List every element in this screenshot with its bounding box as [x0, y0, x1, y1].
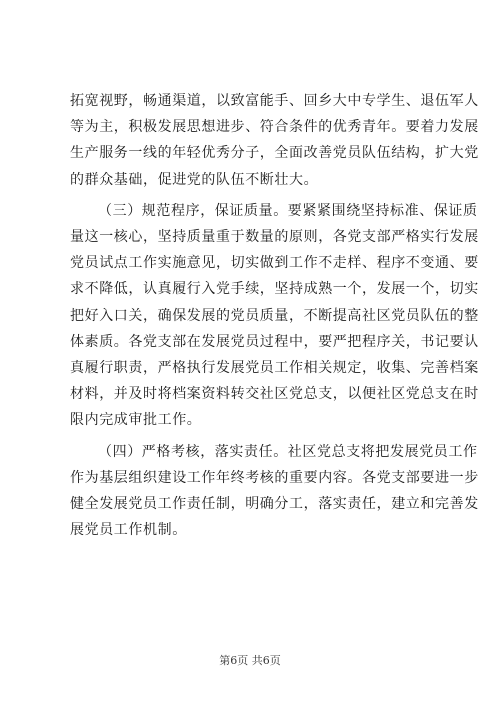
text-line: 材料，并及时将档案资料转交社区党总支，以便社区党总支在时	[70, 386, 479, 403]
text-line: 展党员工作机制。	[70, 522, 187, 539]
document-body	[70, 88, 479, 548]
text-line: 作为基层组织建设工作年终考核的重要内容。各党支部要进一步	[70, 469, 479, 486]
paragraph-recruitment-scope	[70, 88, 479, 193]
text-line: 体素质。各党支部在发展党员过程中，要严把程序关，书记要认	[70, 333, 479, 350]
text-line: （三）规范程序，保证质量。要紧紧围绕坚持标准、保证质	[98, 202, 478, 219]
text-line: 真履行职责，严格执行发展党员工作相关规定，收集、完善档案	[70, 360, 479, 377]
paragraph-section-four	[70, 439, 479, 544]
text-line: 限内完成审批工作。	[70, 412, 202, 429]
text-line: 生产服务一线的年轻优秀分子，全面改善党员队伍结构，扩大党	[70, 145, 479, 162]
text-line: （四）严格考核，落实责任。社区党总支将把发展党员工作	[98, 443, 478, 460]
text-line: 量这一核心，坚持质量重于数量的原则，各党支部严格实行发展	[70, 229, 479, 246]
text-line: 求不降低，认真履行入党手续，坚持成熟一个，发展一个，切实	[70, 281, 479, 298]
text-line: 健全发展党员工作责任制，明确分工，落实责任，建立和完善发	[70, 496, 479, 513]
text-line: 党员试点工作实施意见，切实做到工作不走样、程序不变通、要	[70, 255, 479, 272]
paragraph-section-three	[70, 198, 479, 434]
text-line: 的群众基础，促进党的队伍不断壮大。	[70, 171, 319, 188]
text-line: 把好入口关，确保发展的党员质量，不断提高社区党员队伍的整	[70, 307, 479, 324]
text-line: 拓宽视野，畅通渠道，以致富能手、回乡大中专学生、退伍军人	[70, 93, 479, 109]
page-number-footer: 第6页 共6页	[219, 654, 281, 667]
text-line: 等为主，积极发展思想进步、符合条件的优秀青年。要着力发展	[70, 119, 479, 136]
